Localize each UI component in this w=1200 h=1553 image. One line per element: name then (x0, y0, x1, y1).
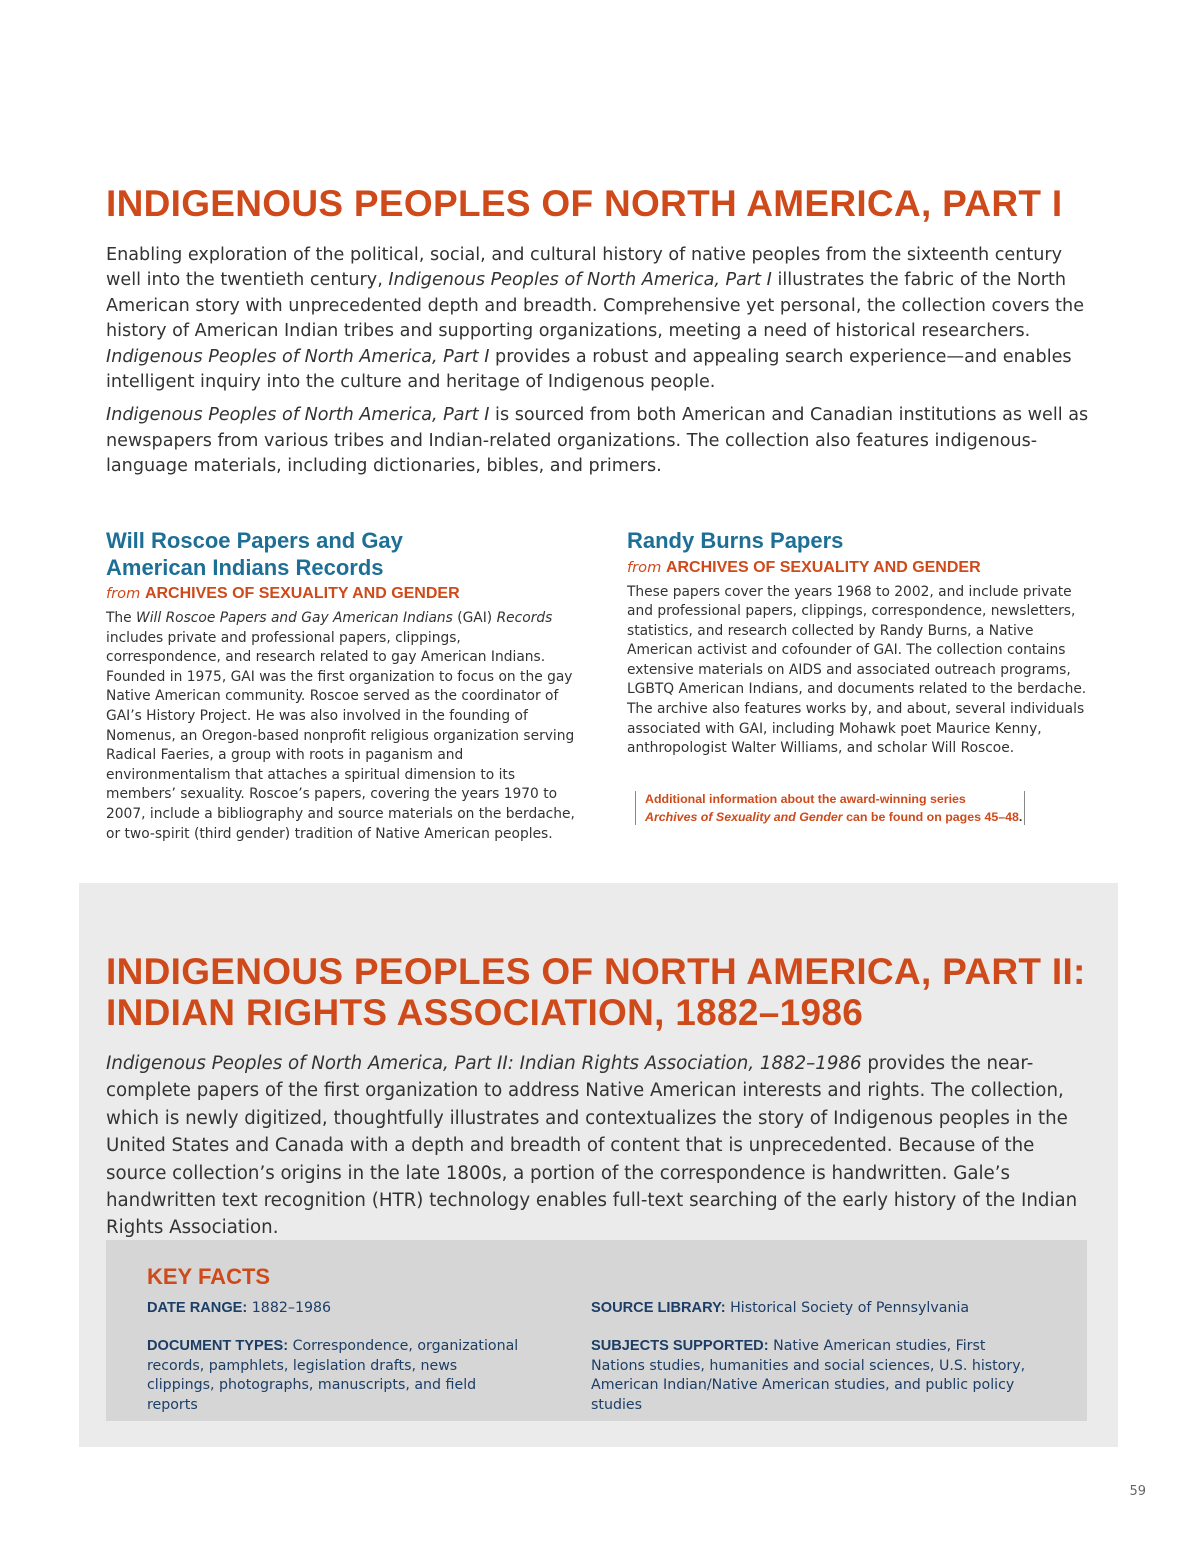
text-run: provides a robust and appealing search experience—and enables intelligent inquiry into the culture and heritage of Indigenous people. (106, 346, 1072, 393)
title-line-1: INDIGENOUS PEOPLES OF NORTH AMERICA, PART II: (106, 951, 1086, 992)
part-2-body (106, 1050, 1096, 1242)
will-roscoe-title: Will Roscoe Papers and Gay American Indians Records (106, 528, 403, 580)
callout-line-2 (645, 809, 1024, 827)
will-roscoe-body (106, 609, 576, 844)
fact-source-library (591, 1299, 1051, 1319)
text-run: provides the near-complete papers of the first organization to address Native American interests and rights. The collection, which is newly digitized, thoughtfully illustrates and contextualizes the story of Indigenous peoples in the United States and Canada with a depth and breadth of content that is unprecedented. Because of the source collection’s origins in the late 1800s, a portion of the correspondence is handwritten. Gale’s handwritten text recognition (HTR) technology enables full-text searching of the early history of the Indian Rights Association. (106, 1053, 1078, 1239)
series-name: Archives of Sexuality and Gender (645, 809, 843, 824)
text-run: . (1018, 809, 1023, 824)
text-run: includes private and professional papers, clippings, correspondence, and research related to gay American Indians. Founded in 1975, GAI was the first organization to focus on the gay Native American community. Roscoe served as the coordinator of GAI’s History Project. He was also involved in the founding of Nomenus, an Oregon-based nonprofit religious organization serving Radical Faeries, a group with roots in paganism and environmentalism that attaches a spiritual dimension to its members’ sexuality. Roscoe’s papers, covering the years 1970 to 2007, include a bibliography and source materials on the berdache, or two-spirit (third gender) tradition of Native American peoples. (106, 629, 575, 842)
fact-label: SOURCE LIBRARY: (591, 1300, 726, 1316)
text-run: The (106, 610, 137, 626)
will-roscoe-papers-block (106, 528, 586, 844)
collection-name: Indigenous Peoples of North America, Part I (106, 346, 490, 367)
collection-name: Indigenous Peoples of North America, Part I (106, 405, 490, 426)
fact-value: 1882–1986 (247, 1300, 332, 1316)
collection-name: Indigenous Peoples of North America, Part I (388, 270, 772, 291)
intro-paragraph-2 (106, 403, 1096, 479)
fact-label: SUBJECTS SUPPORTED: (591, 1338, 769, 1354)
archive-name: ARCHIVES OF SEXUALITY AND GENDER (144, 585, 460, 602)
source-archive-line (627, 558, 1087, 578)
fact-value: Historical Society of Pennsylvania (725, 1300, 970, 1316)
section-intro (106, 243, 1096, 480)
intro-paragraph-1 (106, 243, 1096, 395)
text-run: (GAI) (452, 610, 497, 626)
text-run: can be found on pages 45–48 (842, 809, 1019, 824)
from-word: from (627, 558, 662, 576)
text-run: illustrates the fabric of the North American story with unprecedented depth and breadth. Comprehensive yet personal, the collection covers the history of American Indian tribes and supporting organizations, meeting a need of historical researchers. (106, 270, 1085, 342)
fact-document-types (147, 1337, 527, 1415)
key-facts-title: KEY FACTS (147, 1264, 271, 1289)
text-run: is sourced from both American and Canadian institutions as well as newspapers from various tribes and Indian-related organizations. The collection also features indigenous-language materials, including dictionaries, bibles, and primers. (106, 405, 1089, 477)
text-run: Enabling exploration of the political, social, and cultural history of native peoples from the sixteenth century well into the twentieth century, (106, 245, 1063, 291)
randy-burns-papers-block (627, 528, 1087, 759)
page-number: 59 (1129, 1484, 1146, 1499)
section-title-part-2 (106, 951, 1106, 1033)
randy-burns-title: Randy Burns Papers (627, 528, 844, 553)
title-line-2: INDIAN RIGHTS ASSOCIATION, 1882–1986 (106, 992, 864, 1033)
fact-label: DATE RANGE: (147, 1300, 248, 1316)
collection-name: Records (496, 610, 553, 626)
archive-name: ARCHIVES OF SEXUALITY AND GENDER (665, 558, 981, 576)
fact-value: Correspondence, organizational records, pamphlets, legislation drafts, news clippings, photographs, manuscripts, and field reports (147, 1338, 519, 1413)
fact-date-range (147, 1299, 547, 1319)
from-word: from (106, 585, 141, 602)
source-archive-line (106, 584, 586, 604)
fact-value: Native American studies, First Nations studies, humanities and social sciences, U.S. history, American Indian/Native American studies, and public policy studies (591, 1338, 1026, 1413)
callout-line-1: Additional information about the award-winning series (645, 792, 966, 806)
fact-subjects-supported (591, 1337, 1036, 1415)
section-title-part-1: INDIGENOUS PEOPLES OF NORTH AMERICA, PART I (106, 183, 1063, 224)
randy-burns-body: These papers cover the years 1968 to 2002, and include private and professional papers, clippings, correspondence, newsletters, statistics, and research collected by Randy Burns, a Native American activist and cofounder of GAI. The collection contains extensive materials on AIDS and associated outreach programs, LGBTQ American Indians, and documents related to the berdache. The archive also features works by, and about, several individuals associated with GAI, including Mohawk poet Maurice Kenny, anthropologist Walter Williams, and scholar Will Roscoe. (627, 583, 1087, 757)
collection-name: Indigenous Peoples of North America, Part II: Indian Rights Association, 1882–1986 (106, 1053, 862, 1074)
series-info-callout (635, 791, 1025, 825)
fact-label: DOCUMENT TYPES: (147, 1338, 289, 1354)
collection-name: Will Roscoe Papers and Gay American Indians (136, 610, 453, 626)
